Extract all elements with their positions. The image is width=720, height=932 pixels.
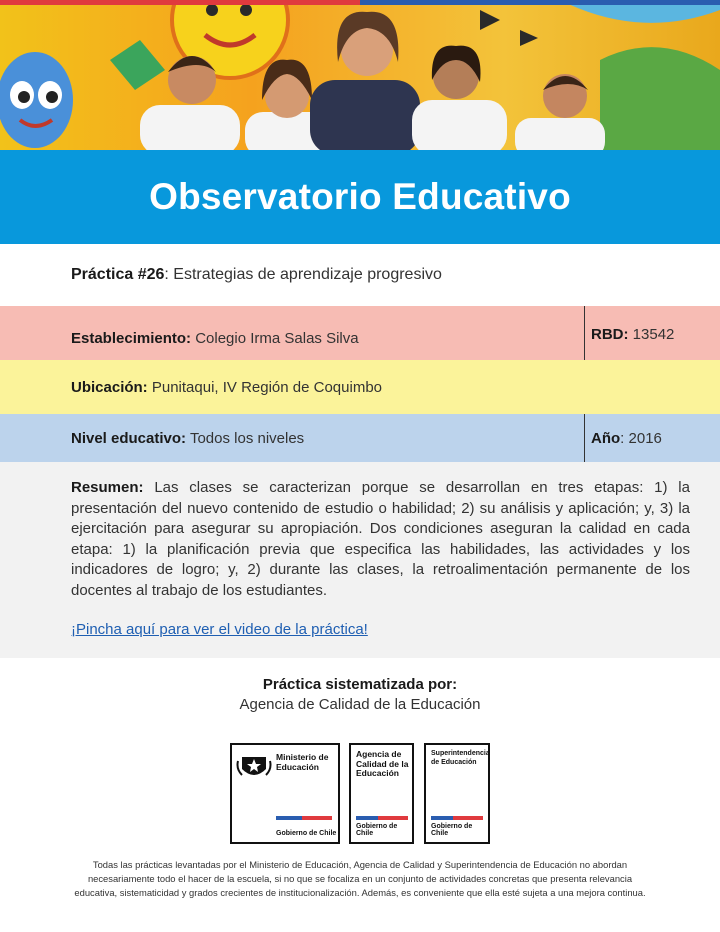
- systematized-by: [0, 676, 720, 713]
- superintendencia-logo: [424, 743, 490, 844]
- summary-paragraph: [71, 478, 690, 601]
- location-row: [0, 360, 720, 414]
- ministerio-bar-red: [302, 816, 332, 820]
- year-label: Año: [591, 429, 621, 447]
- year-value: : 2016: [620, 429, 662, 447]
- location-value: Punitaqui, IV Región de Coquimbo: [151, 378, 383, 396]
- agencia-logo: [349, 743, 414, 844]
- level-row: [0, 414, 720, 462]
- ministerio-gov: Gobierno de Chile: [276, 830, 337, 837]
- agencia-line1: Agencia de: [356, 749, 402, 759]
- video-link[interactable]: ¡Pincha aquí para ver el video de la práctica!: [71, 621, 368, 638]
- practice-label: Práctica #26: [71, 266, 165, 283]
- superintendencia-line1: Superintendencia: [431, 750, 490, 757]
- agencia-line2: Calidad de la: [356, 758, 409, 769]
- ministerio-line2: Educación: [276, 761, 319, 772]
- disclaimer-line-2: necesariamente todo el hacer de la escuela, si no que se focaliza en un conjunto de actividades concretas que presenta relevancia: [87, 873, 633, 884]
- superintendencia-line2: de Educación: [431, 758, 477, 766]
- agencia-line3: Educación: [356, 768, 399, 778]
- disclaimer-line-1: Todas las prácticas levantadas por el Ministerio de Educación, Agencia de Calidad y Superintendencia de Educación no abordan: [92, 859, 628, 870]
- level-value: Todos los niveles: [189, 429, 305, 447]
- government-logos: [0, 743, 720, 845]
- hero-illustration: [0, 0, 720, 150]
- location-label: Ubicación:: [71, 378, 148, 396]
- practice-row: [0, 244, 720, 306]
- establishment-label: Establecimiento:: [71, 329, 192, 347]
- rbd-value: 13542: [632, 326, 675, 343]
- agencia-bar-blue: [356, 816, 378, 820]
- disclaimer: [60, 858, 660, 900]
- disclaimer-line-3: educativa, sistematicidad y grados crecientes de institucionalización. Además, es conveniente que ella esté sujeta a una mejora continua.: [74, 887, 646, 898]
- establishment-row: [0, 306, 720, 360]
- establishment-value: Colegio Irma Salas Silva: [195, 329, 359, 347]
- top-color-stripe: [0, 0, 720, 5]
- practice-name: : Estrategias de aprendizaje progresivo: [164, 266, 442, 283]
- agencia-gov: Gobierno de Chile: [356, 823, 398, 837]
- rbd-label: RBD:: [591, 326, 629, 343]
- year-cell: [584, 414, 662, 462]
- superintendencia-bar-blue: [431, 816, 453, 820]
- systematized-label: Práctica sistematizada por:: [262, 676, 458, 693]
- agencia-bar-red: [378, 816, 408, 820]
- summary-section: [0, 462, 720, 658]
- ministerio-line1: Ministerio de: [276, 752, 329, 762]
- summary-label: Resumen:: [71, 479, 144, 496]
- summary-text: Las clases se caracterizan porque se desarrollan en tres etapas: 1) la presentación del nuevo contenido de estudio o habilidad; 2) su análisis y aplicación; y, 3) la ejercitación para asegurar su apropiación. Dos condiciones aseguran la calidad en cada etapa: 1) la planificación previa que especifica las habilidades, las actividades y los indicadores de logro; y, 2) durante las clases, la retroalimentación permanente de los docentes al trabajo de los estudiantes.: [71, 479, 690, 599]
- hero-photo: [0, 0, 720, 150]
- page-title: Observatorio Educativo: [149, 176, 571, 217]
- superintendencia-gov: Gobierno de Chile: [431, 823, 473, 837]
- systematized-agency: Agencia de Calidad de la Educación: [239, 696, 481, 713]
- level-label: Nivel educativo:: [71, 429, 187, 447]
- rbd-cell: [584, 306, 674, 360]
- superintendencia-bar-red: [453, 816, 483, 820]
- ministerio-bar-blue: [276, 816, 302, 820]
- title-banner: [0, 150, 720, 244]
- ministerio-logo: [230, 743, 340, 844]
- coat-of-arms-icon: [236, 751, 272, 781]
